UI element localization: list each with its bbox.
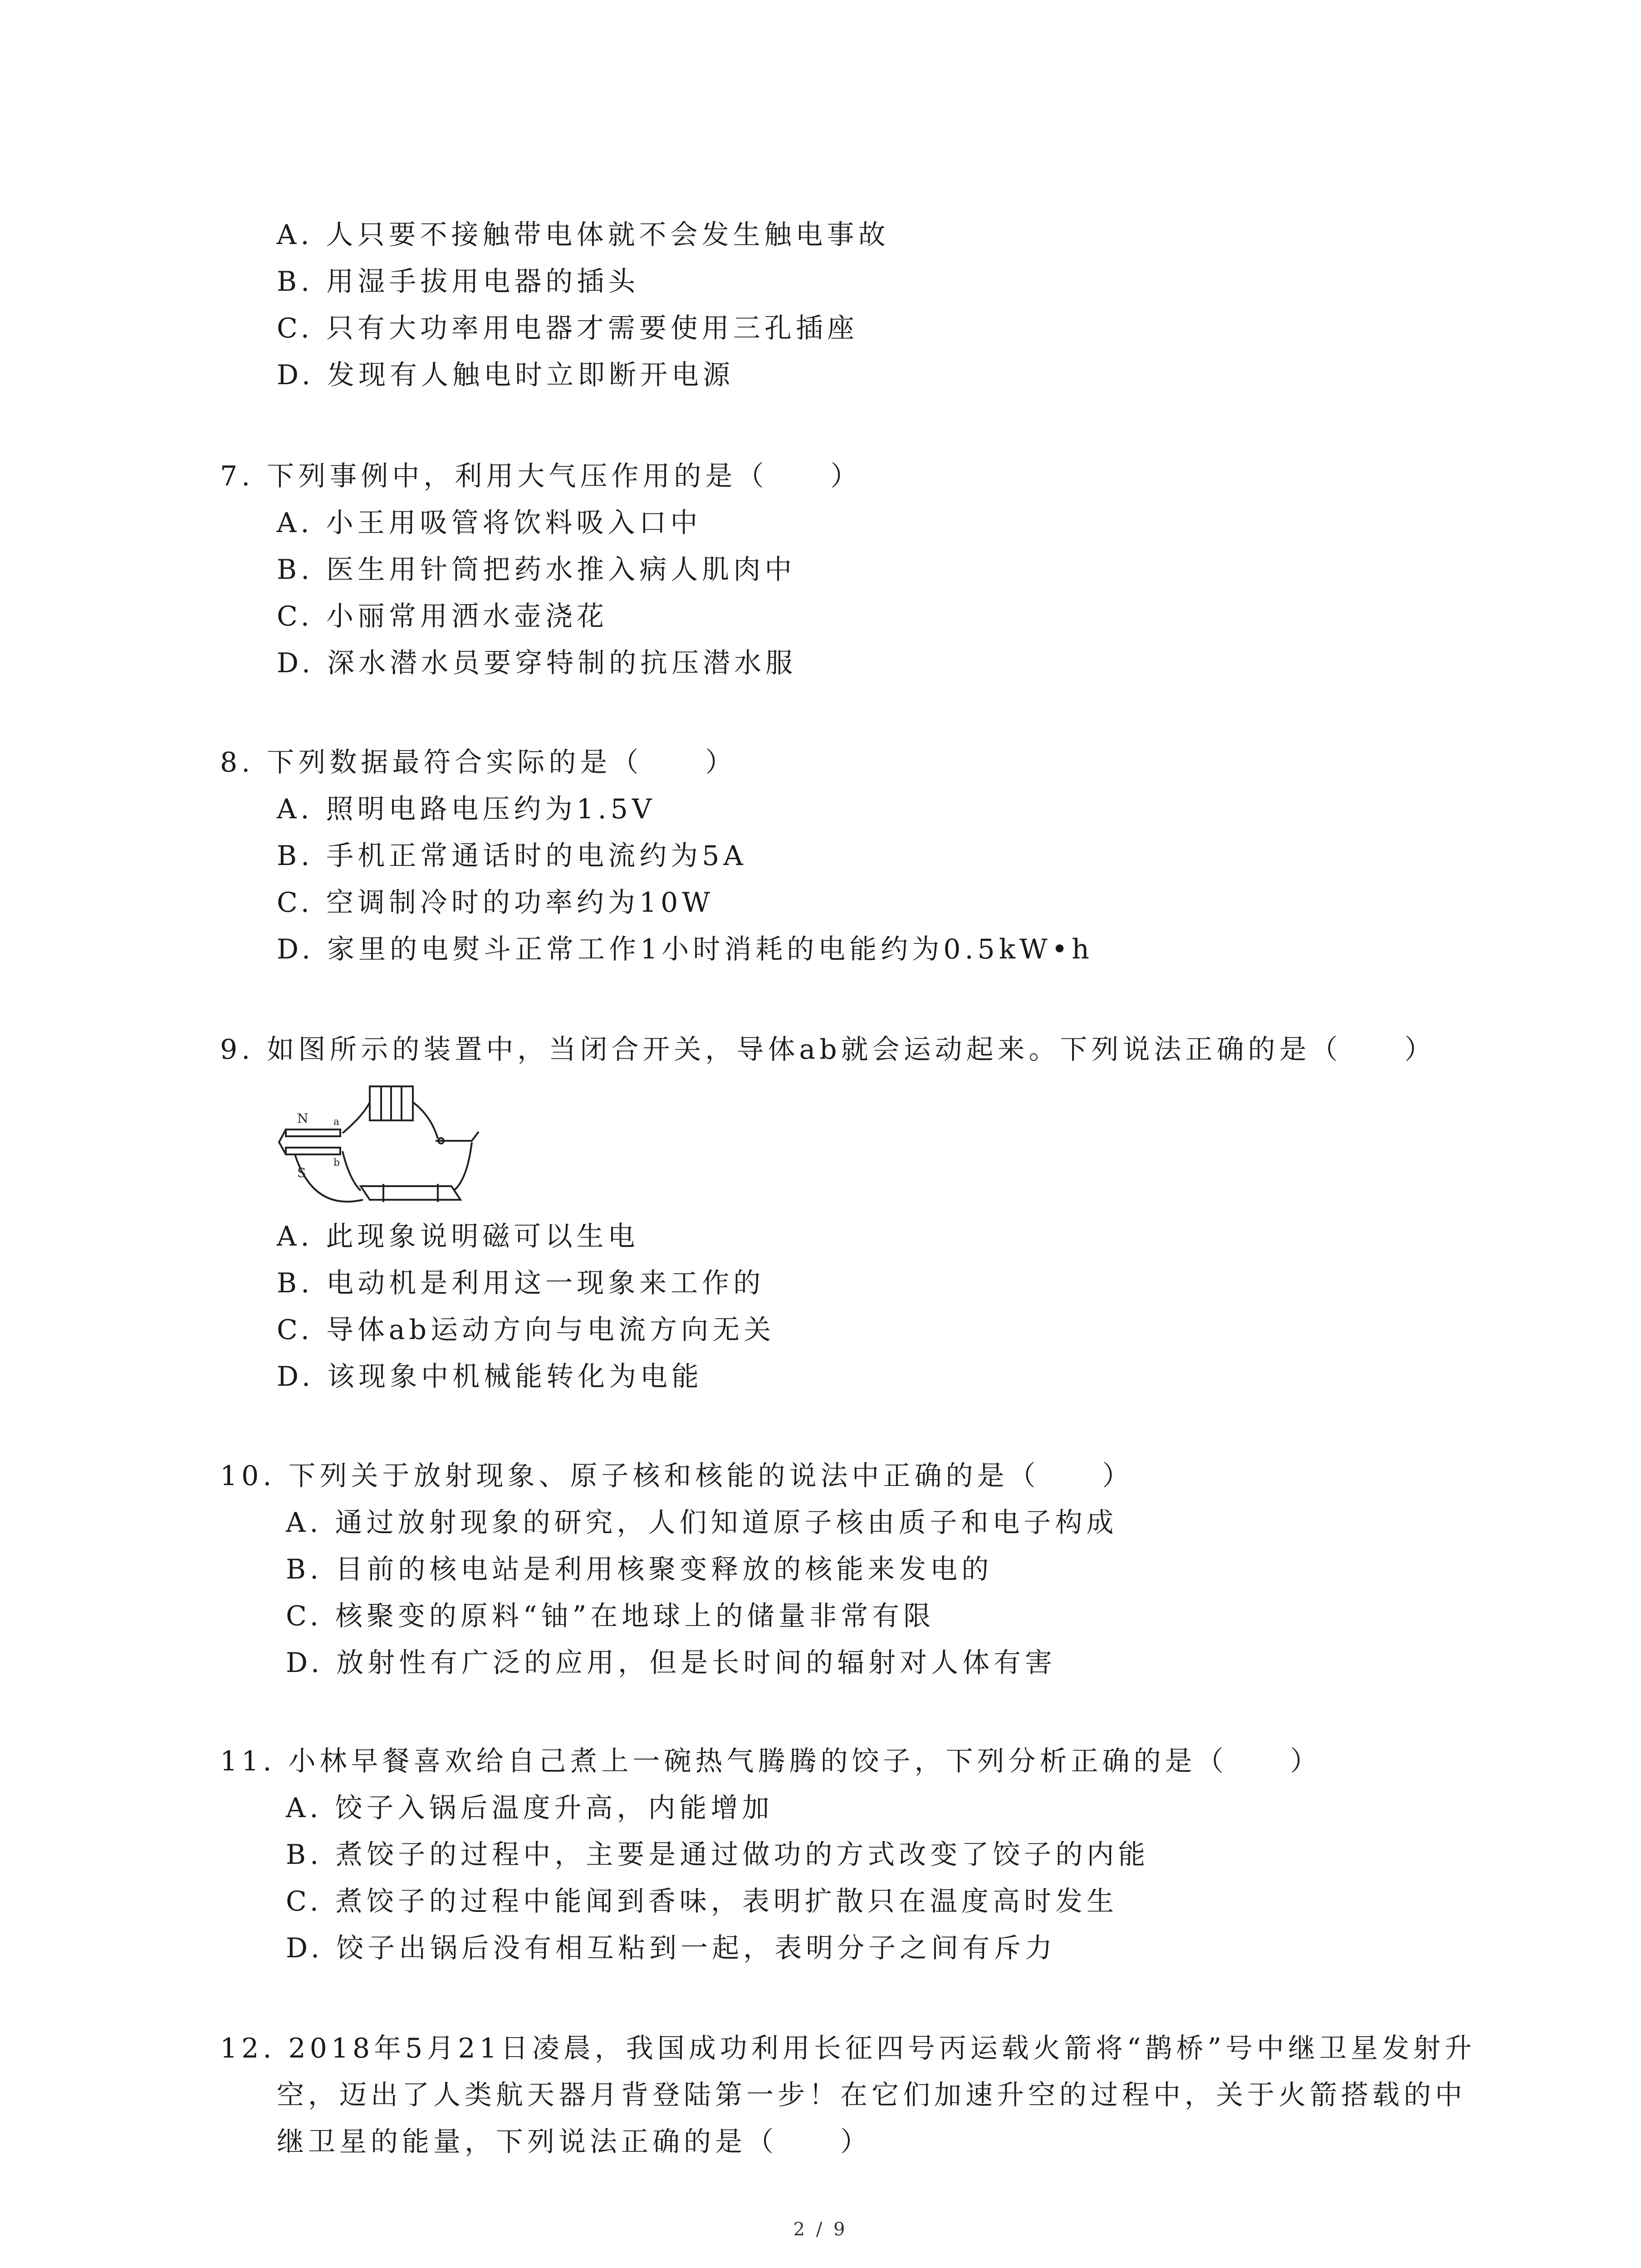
q7-option-a: A. 小王用吸管将饮料吸入口中 bbox=[277, 507, 702, 539]
q12-stem-line-2: 空，迈出了人类航天器月背登陆第一步！在它们加速升空的过程中，关于火箭搭载的中 bbox=[277, 2079, 1466, 2111]
q9-option-a: A. 此现象说明磁可以生电 bbox=[277, 1221, 639, 1252]
q10-option-c: C. 核聚变的原料“铀”在地球上的储量非常有限 bbox=[286, 1600, 935, 1632]
q8-option-a: A. 照明电路电压约为1.5V bbox=[277, 793, 656, 825]
q6-option-a: A. 人只要不接触带电体就不会发生触电事故 bbox=[277, 219, 890, 251]
q6-option-b: B. 用湿手拔用电器的插头 bbox=[277, 266, 640, 298]
q9-option-c: C. 导体ab运动方向与电流方向无关 bbox=[277, 1314, 775, 1346]
q8-option-d: D. 家里的电熨斗正常工作1小时消耗的电能约为0.5kW•h bbox=[277, 934, 1093, 965]
q8-stem: 8. 下列数据最符合实际的是（ ） bbox=[220, 747, 737, 778]
q7-option-d: D. 深水潜水员要穿特制的抗压潜水服 bbox=[277, 647, 797, 679]
q10-option-d: D. 放射性有广泛的应用，但是长时间的辐射对人体有害 bbox=[286, 1647, 1057, 1679]
q6-option-d: D. 发现有人触电时立即断开电源 bbox=[277, 359, 735, 391]
q7-option-b: B. 医生用针筒把药水推入病人肌肉中 bbox=[277, 554, 796, 586]
figure-label-n: N bbox=[297, 1111, 309, 1126]
q12-stem-line-3: 继卫星的能量，下列说法正确的是（ ） bbox=[277, 2126, 872, 2158]
q10-option-a: A. 通过放射现象的研究，人们知道原子核由质子和电子构成 bbox=[286, 1507, 1118, 1539]
q7-stem: 7. 下列事例中，利用大气压作用的是（ ） bbox=[220, 460, 862, 492]
q11-stem: 11. 小林早餐喜欢给自己煮上一碗热气腾腾的饺子，下列分析正确的是（ ） bbox=[220, 1745, 1322, 1777]
q8-option-c: C. 空调制冷时的功率约为10W bbox=[277, 887, 714, 919]
q11-option-b: B. 煮饺子的过程中，主要是通过做功的方式改变了饺子的内能 bbox=[286, 1839, 1150, 1871]
figure-label-s: S bbox=[297, 1165, 306, 1180]
q11-option-c: C. 煮饺子的过程中能闻到香味，表明扩散只在温度高时发生 bbox=[286, 1886, 1118, 1917]
figure-label-a: a bbox=[333, 1116, 340, 1128]
figure-label-b: b bbox=[333, 1157, 340, 1168]
q7-option-c: C. 小丽常用洒水壶浇花 bbox=[277, 601, 608, 632]
q9-option-d: D. 该现象中机械能转化为电能 bbox=[277, 1361, 703, 1393]
q11-option-d: D. 饺子出锅后没有相互粘到一起，表明分子之间有斥力 bbox=[286, 1932, 1057, 1964]
q9-option-b: B. 电动机是利用这一现象来工作的 bbox=[277, 1267, 765, 1299]
q10-stem: 10. 下列关于放射现象、原子核和核能的说法中正确的是（ ） bbox=[220, 1460, 1134, 1492]
q9-stem: 9. 如图所示的装置中，当闭合开关，导体ab就会运动起来。下列说法正确的是（ ） bbox=[220, 1034, 1436, 1066]
page-number: 2 / 9 bbox=[793, 2219, 848, 2240]
motor-apparatus-figure bbox=[272, 1075, 490, 1211]
q11-option-a: A. 饺子入锅后温度升高，内能增加 bbox=[286, 1792, 774, 1824]
q8-option-b: B. 手机正常通话时的电流约为5A bbox=[277, 840, 747, 872]
q12-stem-line-1: 12. 2018年5月21日凌晨，我国成功利用长征四号丙运载火箭将“鹊桥”号中继卫星发射升 bbox=[220, 2033, 1476, 2064]
q10-option-b: B. 目前的核电站是利用核聚变释放的核能来发电的 bbox=[286, 1554, 993, 1585]
q6-option-c: C. 只有大功率用电器才需要使用三孔插座 bbox=[277, 313, 858, 344]
